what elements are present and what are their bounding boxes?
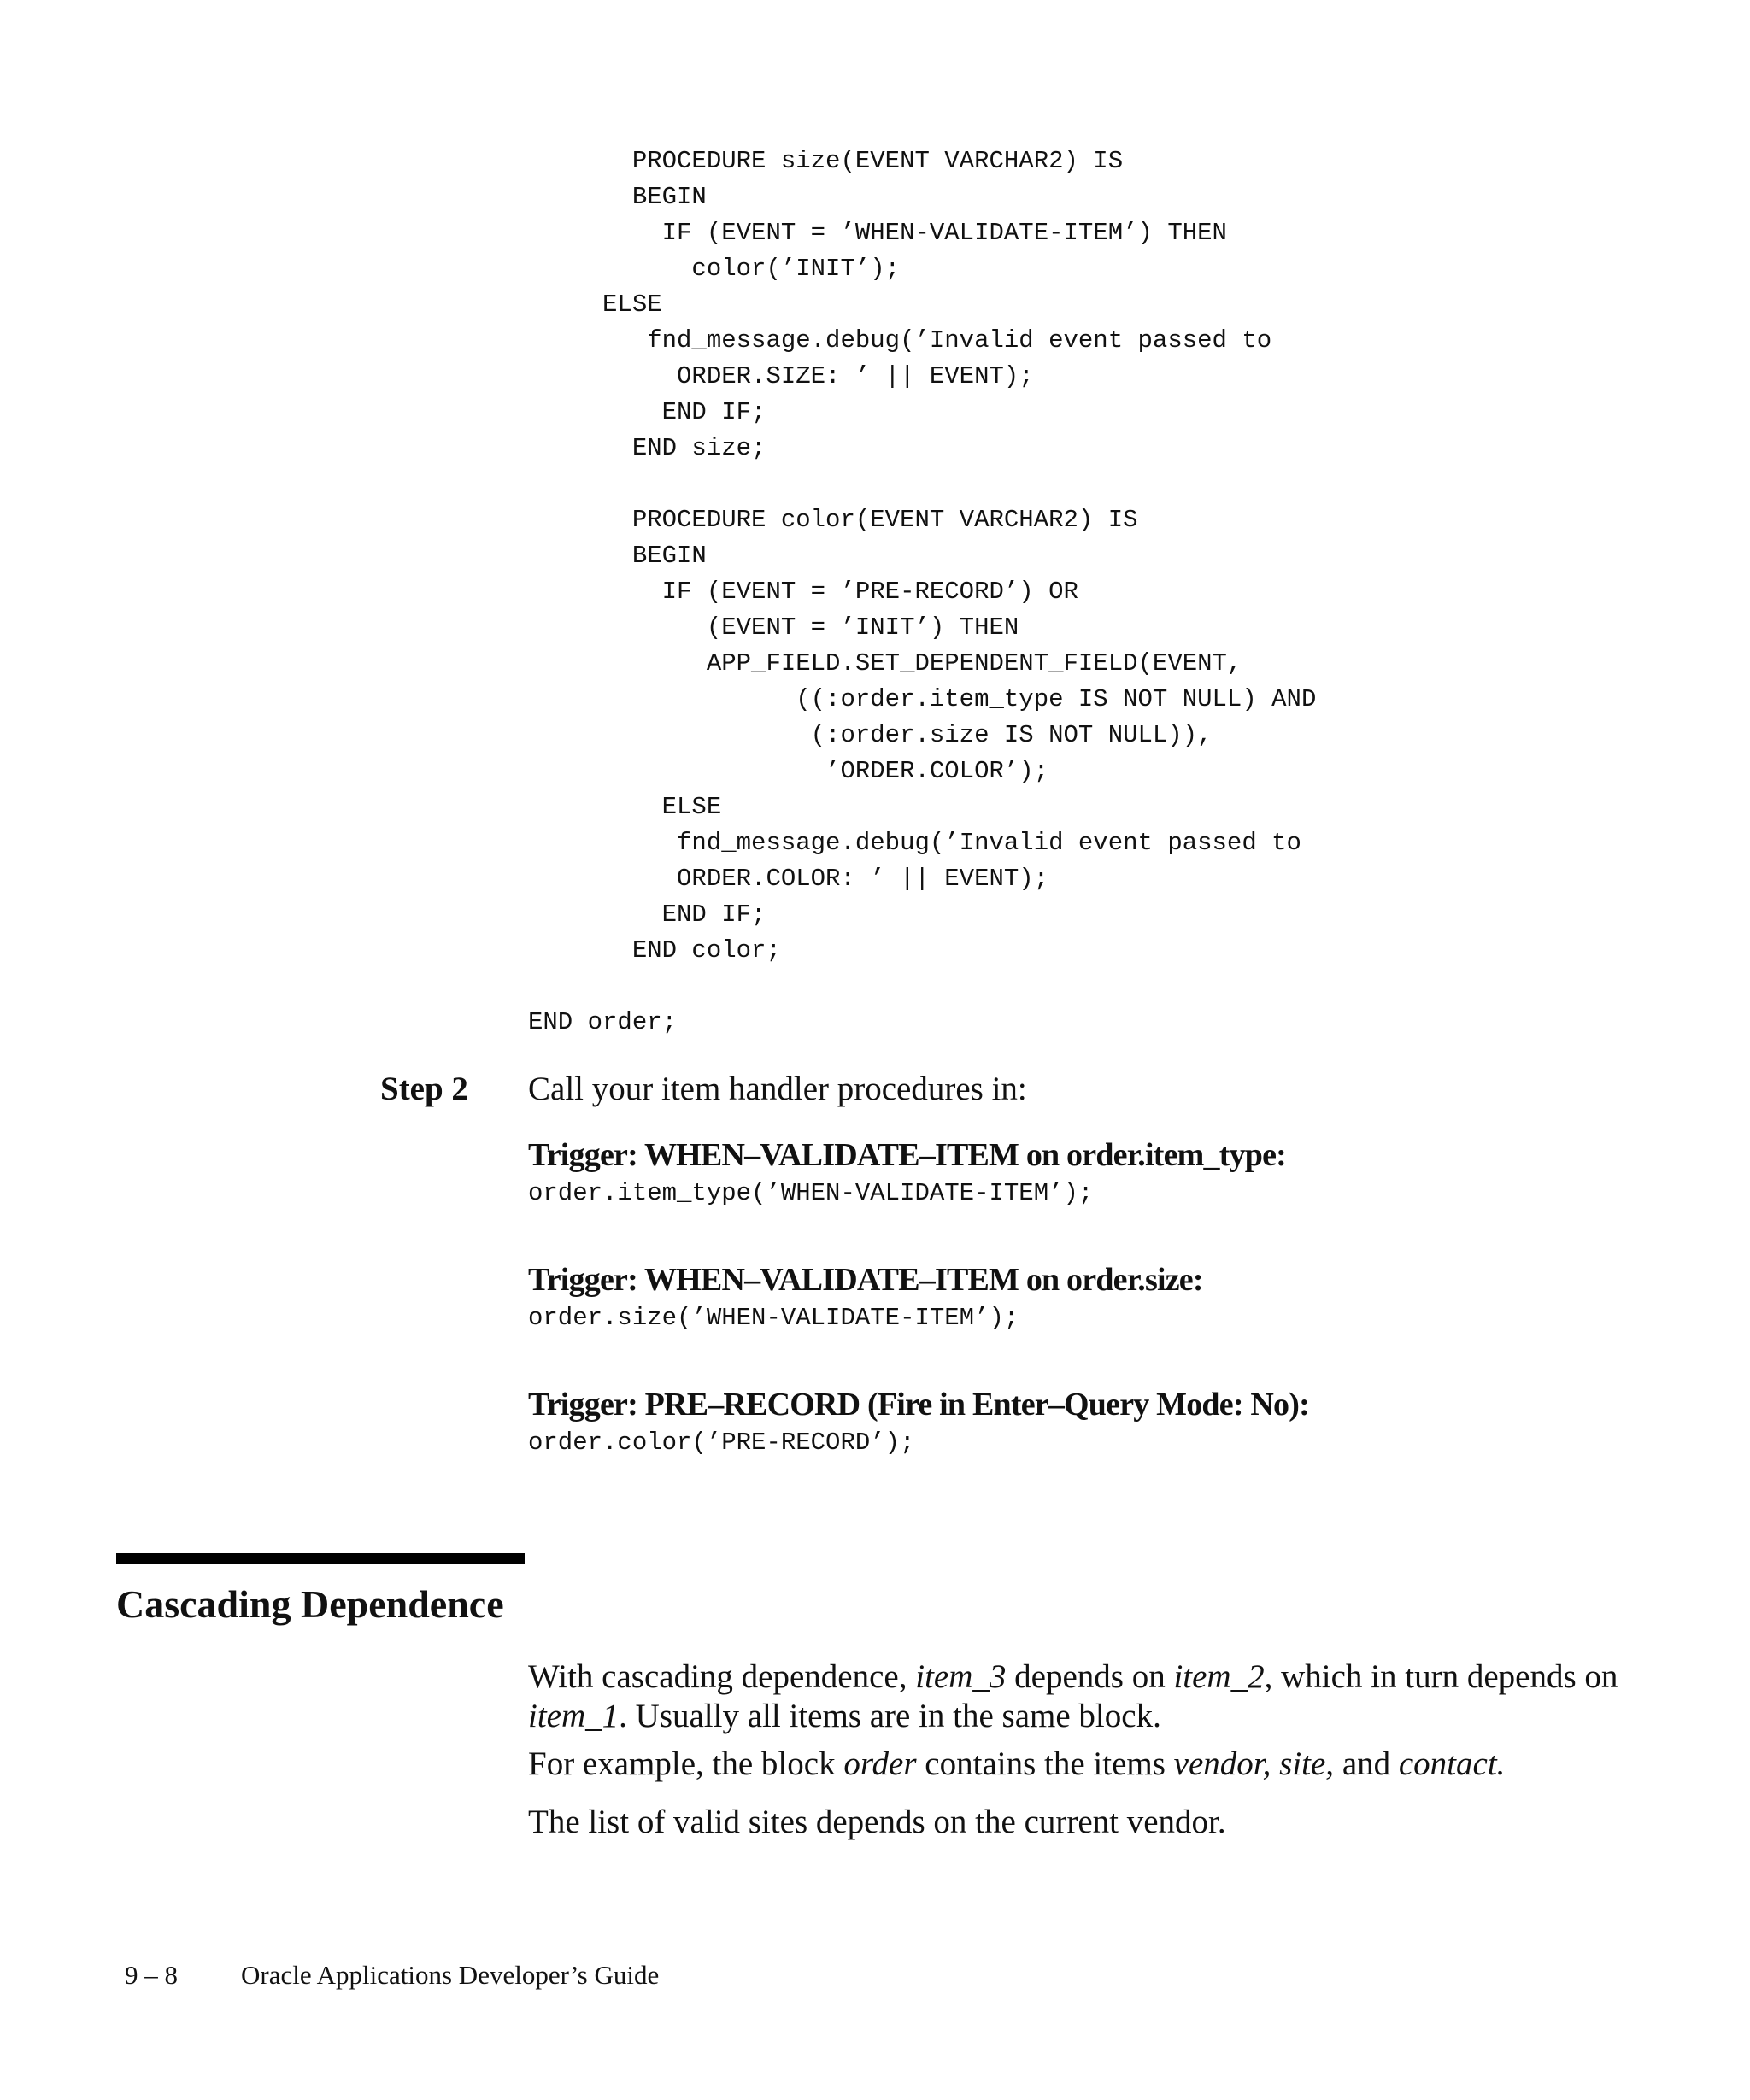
trigger-title: Trigger: PRE–RECORD (Fire in Enter–Query Mode: No): [528,1387,1309,1422]
code-line: ORDER.COLOR: ’ || EVENT); [528,865,1049,893]
code-line: ’ORDER.COLOR’); [528,757,1049,785]
term-order: order [843,1745,917,1782]
term-item-2: item_2 [1173,1658,1265,1695]
trigger-block-size [528,1259,1639,1336]
code-line: BEGIN [528,183,707,211]
code-line: fnd_message.debug(’Invalid event passed to [528,326,1272,355]
code-line: END IF; [528,398,766,426]
code-line: PROCEDURE size(EVENT VARCHAR2) IS [528,147,1124,175]
paragraph-valid-sites: The list of valid sites depends on the current vendor. [528,1804,1226,1840]
term-site: site, [1279,1745,1335,1782]
term-contact: contact. [1398,1745,1506,1782]
trigger-block-pre-record [528,1384,1639,1461]
code-line: IF (EVENT = ’WHEN-VALIDATE-ITEM’) THEN [528,219,1227,247]
term-vendor: vendor, [1173,1745,1271,1782]
code-line: END size; [528,434,766,462]
paragraph-cascading-intro: With cascading dependence, item_3 depends on item_2, which in turn depends on item_1. Usually all items are in the same block. [528,1658,1618,1734]
trigger-title: Trigger: WHEN–VALIDATE–ITEM on order.size: [528,1262,1203,1298]
trigger-code: order.color(’PRE-RECORD’); [528,1428,915,1457]
term-item-1: item_1 [528,1698,620,1734]
code-line: ORDER.SIZE: ’ || EVENT); [528,362,1034,390]
code-line: ELSE [528,793,722,821]
code-line: color(’INIT’); [528,255,901,283]
code-line: PROCEDURE color(EVENT VARCHAR2) IS [528,506,1138,534]
step-label: Step 2 [380,1071,468,1107]
code-line: END IF; [528,900,766,929]
code-line [528,969,1316,1005]
code-line [528,466,1316,502]
section-rule [116,1553,525,1564]
book-title: Oracle Applications Developer’s Guide [241,1960,660,1990]
code-line: (EVENT = ’INIT’) THEN [528,613,1019,642]
code-line: ((:order.item_type IS NOT NULL) AND [528,685,1317,713]
code-listing [528,144,1316,1041]
code-line: IF (EVENT = ’PRE-RECORD’) OR [528,578,1078,606]
code-line: (:order.size IS NOT NULL)), [528,721,1213,749]
trigger-code: order.item_type(’WHEN-VALIDATE-ITEM’); [528,1179,1094,1207]
code-line: APP_FIELD.SET_DEPENDENT_FIELD(EVENT, [528,649,1242,678]
step-instruction: Call your item handler procedures in: [528,1071,1027,1107]
code-line: fnd_message.debug(’Invalid event passed to [528,829,1301,857]
code-line: END order; [528,1008,678,1036]
page-number: 9 – 8 [125,1960,178,1990]
trigger-block-item-type [528,1135,1639,1211]
paragraph-example: For example, the block order contains the items vendor, site, and contact. [528,1745,1506,1782]
trigger-title: Trigger: WHEN–VALIDATE–ITEM on order.item_type: [528,1137,1287,1173]
trigger-code: order.size(’WHEN-VALIDATE-ITEM’); [528,1304,1019,1332]
code-line: ELSE [528,290,662,319]
code-line: BEGIN [528,542,707,570]
term-item-3: item_3 [915,1658,1007,1695]
code-line: END color; [528,936,781,965]
section-heading: Cascading Dependence [116,1582,504,1626]
